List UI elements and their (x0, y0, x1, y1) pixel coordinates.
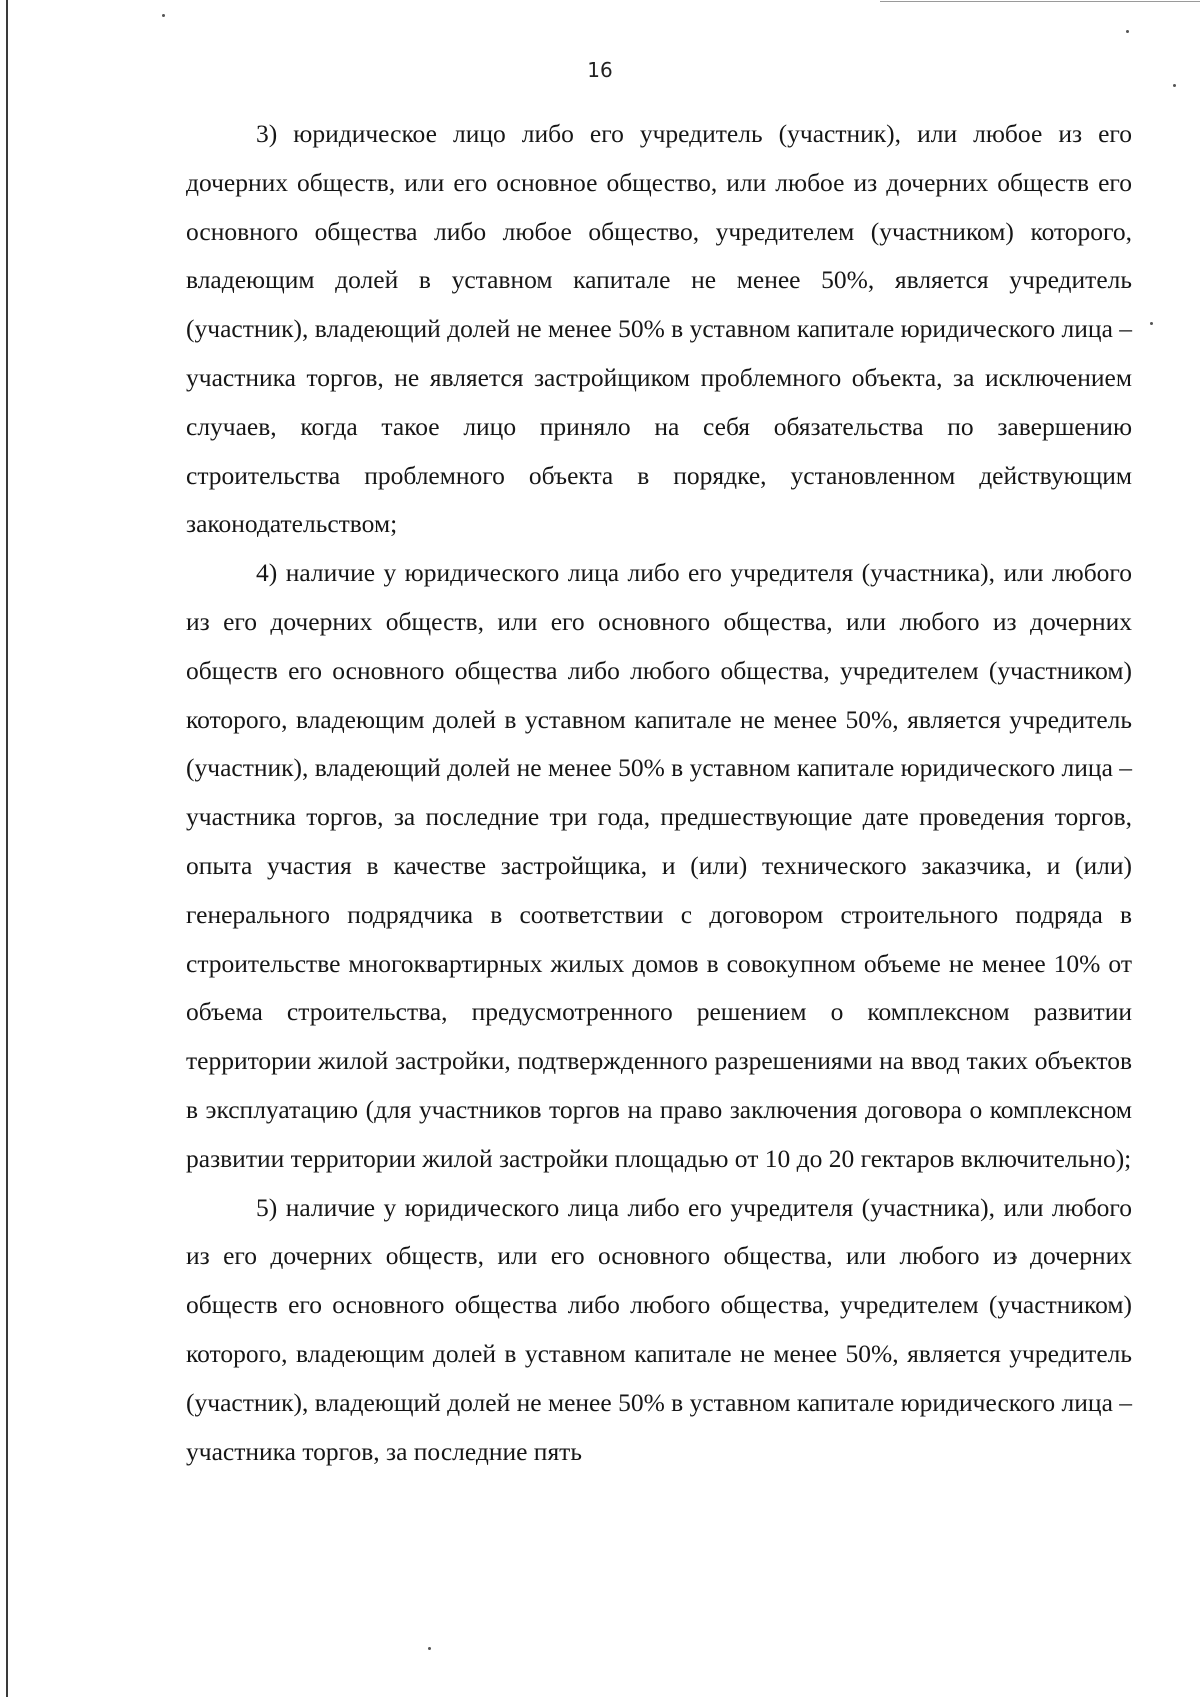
paragraph-item-5: 5) наличие у юридического лица либо его учредителя (участника), или любого из его дочерних обществ, или его основного общества, или любого из дочерних обществ его основного общества либо любого общества, учредителем (участником) которого, владеющим долей в уставном капитале не менее 50%, является учредитель (участник), владеющий долей не менее 50% в уставном капитале юридического лица – участника торгов, за последние пять (186, 1192, 1133, 1466)
page-number: 16 (587, 58, 613, 82)
scan-edge-left (6, 0, 8, 1697)
scan-edge-top (880, 1, 1200, 2)
scan-speck (162, 14, 165, 17)
scan-speck (1173, 84, 1176, 87)
paragraph-item-3: 3) юридическое лицо либо его учредитель (участник), или любое из его дочерних обществ, или его основное общество, или любое из дочерних обществ его основного общества либо любое общество, учредителем (участником) которого, владеющим долей в уставном капитале не менее 50%, является учредитель (участник), владеющий долей не менее 50% в уставном капитале юридического лица – участника торгов, не является застройщиком проблемного объекта, за исключением случаев, когда такое лицо приняло на себя обязательства по завершению строительства проблемного объекта в порядке, установленном действующим законодательством; (186, 119, 1133, 539)
scan-speck (428, 1647, 431, 1650)
document-body (186, 110, 1132, 1476)
scan-speck (1126, 30, 1129, 33)
paragraph-item-4: 4) наличие у юридического лица либо его учредителя (участника), или любого из его дочерних обществ, или его основного общества, или любого из дочерних обществ его основного общества либо любого общества, учредителем (участником) которого, владеющим долей в уставном капитале не менее 50%, является учредитель (участник), владеющий долей не менее 50% в уставном капитале юридического лица – участника торгов, за последние три года, предшествующие дате проведения торгов, опыта участия в качестве застройщика, и (или) технического заказчика, и (или) генерального подрядчика в соответствии с договором строительного подряда в строительстве многоквартирных жилых домов в совокупном объеме не менее 10% от объема строительства, предусмотренного решением о комплексном развитии территории жилой застройки, подтвержденного разрешениями на ввод таких объектов в эксплуатацию (для участников торгов на право заключения договора о комплексном развитии территории жилой застройки площадью от 10 до 20 гектаров включительно); (186, 558, 1133, 1173)
scan-speck (1150, 322, 1153, 325)
